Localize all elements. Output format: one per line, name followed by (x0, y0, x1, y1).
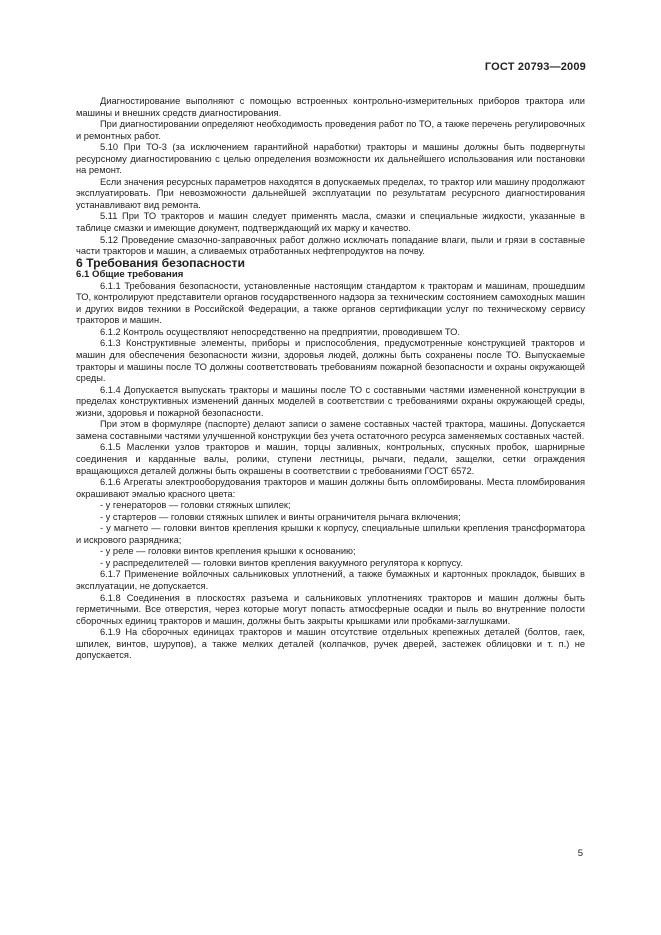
paragraph: При этом в формуляре (паспорте) делают записи о замене составных частей трактора, машины. Допускается замена составными частями улучшенной конструкции без учета остаточного ресурса заменяемых составных частей. (76, 419, 585, 441)
paragraph: 6.1.6 Агрегаты электрооборудования тракторов и машин должны быть опломбированы. Места пломбирования окрашивают эмалью красного цвета: (76, 477, 585, 499)
list-item: - у стартеров — головки стяжных шпилек и винты ограничителя рычага включения; (100, 511, 461, 522)
list-item: - у магнето — головки винтов крепления крышки к корпусу, специальные шпильки крепления трансформатора и искрового разрядника; (76, 523, 585, 545)
document-code-header: ГОСТ 20793—2009 (484, 61, 586, 73)
section-title: 6 Требования безопасности (76, 255, 245, 270)
paragraph: 6.1.5 Масленки узлов тракторов и машин, торцы заливных, контрольных, спускных пробок, шарнирные соединения и карданные валы, ролики, ступени лестницы, рычаги, педали, защелки, сетки ограждения вращающихся деталей должны быть окрашены в соответствии с требованиями ГОСТ 6572. (76, 442, 585, 476)
paragraph: 6.1.8 Соединения в плоскостях разъема и сальниковых уплотнениях тракторов и машин должны быть герметичными. Все отверстия, через которые могут попасть атмосферные осадки и пыль во внутренние полости сборочных единиц тракторов и машин, должны быть закрыты крышками или пробками-заглушками. (76, 592, 585, 626)
list-item: - у генераторов — головки стяжных шпилек; (100, 500, 291, 511)
paragraph: При диагностировании определяют необходимость проведения работ по ТО, а также перечень регулировочных и ремонтных работ. (76, 119, 585, 141)
list-item: - у реле — головки винтов крепления крышки к основанию; (100, 546, 356, 557)
page-number: 5 (577, 848, 583, 859)
document-body (76, 96, 585, 662)
paragraph: 6.1.9 На сборочных единицах тракторов и машин отсутствие отдельных крепежных деталей (болтов, гаек, шпилек, винтов, шурупов), а также мелких деталей (колпачков, ручек дверей, застежек облицовки и т. п.) не допускается. (76, 627, 585, 661)
subsection-title: 6.1 Общие требования (76, 269, 184, 281)
paragraph: 6.1.3 Конструктивные элементы, приборы и приспособления, предусмотренные конструкцией тракторов и машин для обеспечения безопасности жизни, здоровья людей, должны быть сохранены после ТО. Выпускаемые тракторы и машины после ТО должны соответствовать требованиям пожарной безопасности и охраны окружающей среды. (76, 338, 585, 384)
paragraph: 6.1.2 Контроль осуществляют непосредственно на предприятии, проводившем ТО. (100, 326, 460, 337)
list-item: - у распределителей — головки винтов крепления вакуумного регулятора к корпусу. (100, 557, 463, 568)
paragraph: 6.1.4 Допускается выпускать тракторы и машины после ТО с составными частями измененной конструкции в пределах конструктивных изменений данных моделей в соответствии с требованиями охраны окружающей среды, жизни, здоровья и пожарной безопасности. (76, 384, 585, 418)
paragraph: 6.1.1 Требования безопасности, установленные настоящим стандартом к тракторам и машинам, прошедшим ТО, контролируют представители органов государственного надзора за техническим состоянием самоходных машин и других видов техники в Российской Федерации, а также органов сертификации услуг по техническому сервису тракторов и машин. (76, 280, 585, 326)
paragraph: 5.12 Проведение смазочно-заправочных работ должно исключать попадание влаги, пыли и грязи в составные части тракторов и машин, а сливаемых отработанных нефтепродуктов на почву. (76, 234, 585, 257)
paragraph: 5.10 При ТО-3 (за исключением гарантийной наработки) тракторы и машины должны быть подвергнуты ресурсному диагностированию с целью определения возможности их дальнейшего использования или постановки на ремонт. (76, 142, 585, 176)
paragraph: Если значения ресурсных параметров находятся в допускаемых пределах, то трактор или машину продолжают эксплуатировать. При невозможности дальнейшей эксплуатации по результатам ресурсного диагностирования устанавливают вид ремонта. (76, 176, 585, 210)
paragraph: 5.11 При ТО тракторов и машин следует применять масла, смазки и специальные жидкости, указанные в таблице смазки и имеющие документ, подтверждающий их марку и качество. (76, 211, 585, 234)
paragraph: Диагностирование выполняют с помощью встроенных контрольно-измерительных приборов трактора или машины и внешних средств диагностирования. (76, 96, 585, 118)
paragraph: 6.1.7 Применение войлочных сальниковых уплотнений, а также бумажных и картонных прокладок, бывших в эксплуатации, не допускается. (76, 569, 585, 591)
